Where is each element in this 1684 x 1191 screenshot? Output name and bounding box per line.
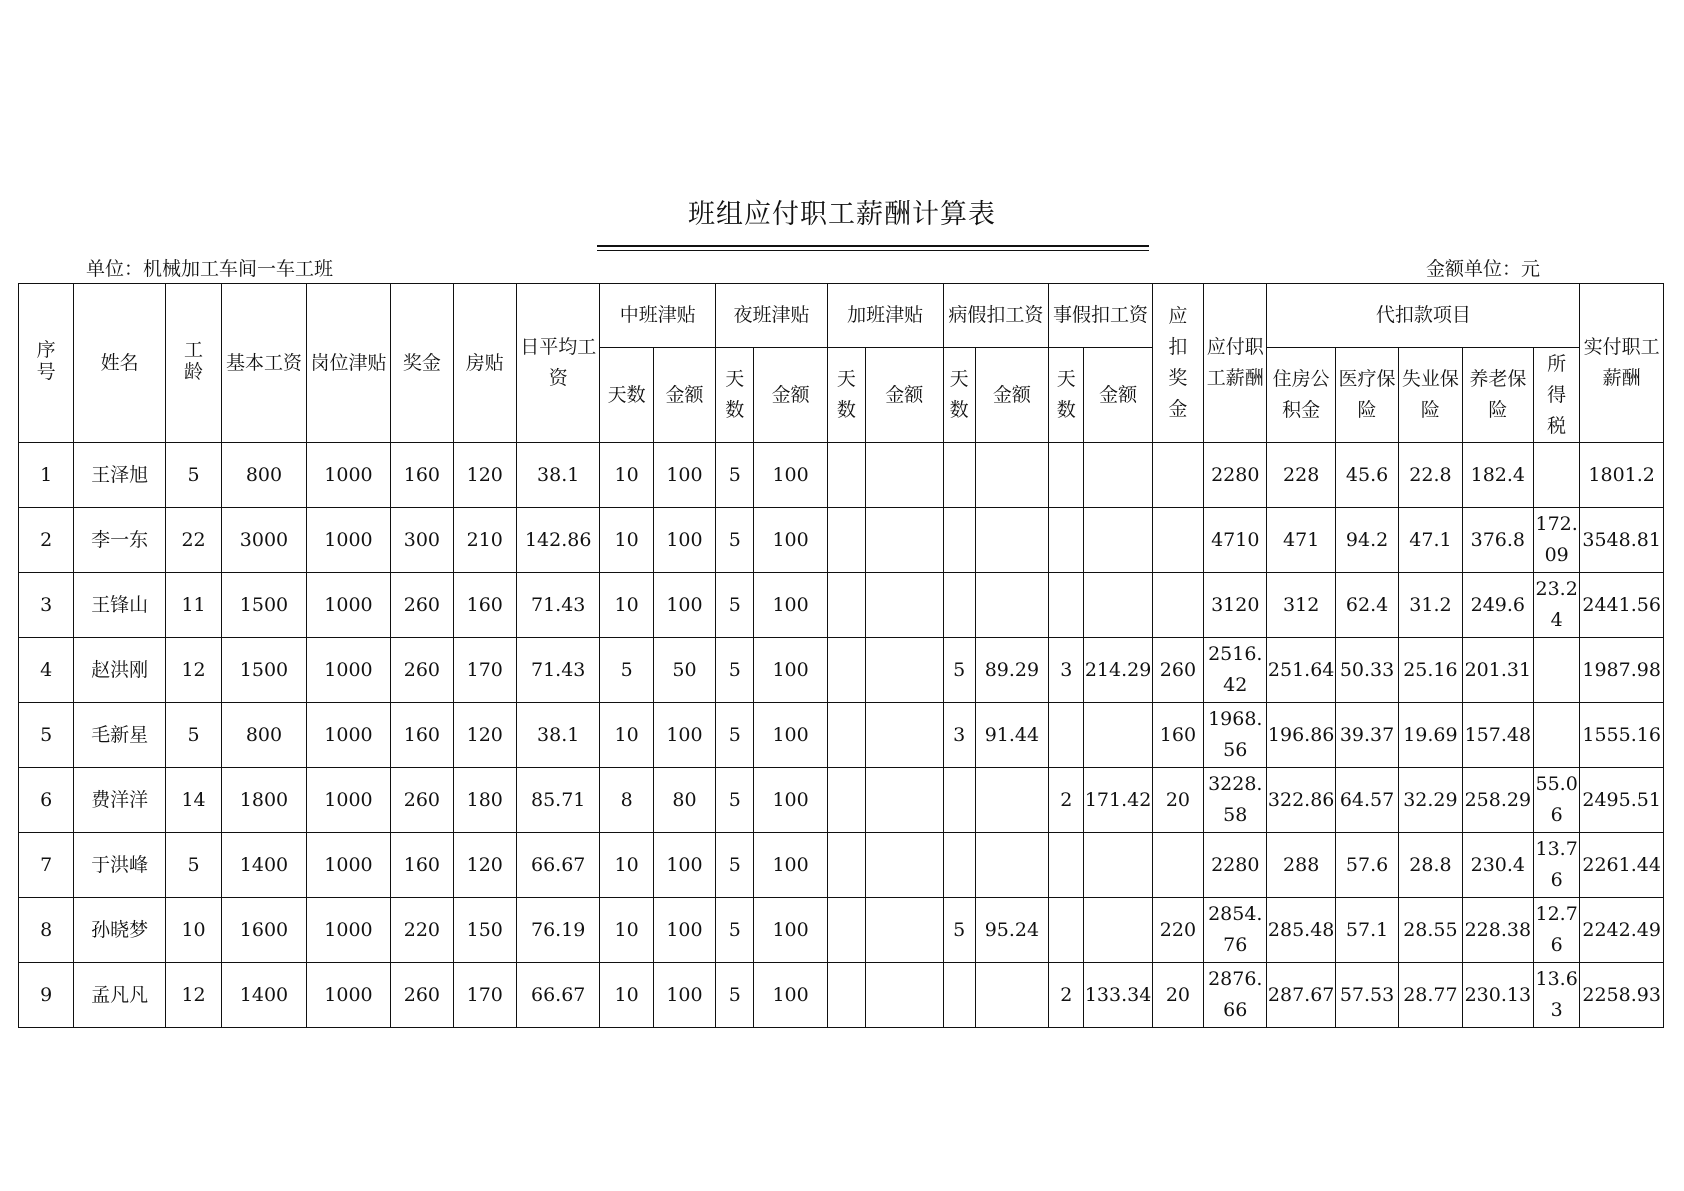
seq-cell: 1 [19,443,74,508]
sick-days-cell: 5 [943,898,975,963]
seq-cell: 3 [19,573,74,638]
table-row [19,573,1664,638]
payable-cell: 2516.42 [1204,638,1267,703]
daily-avg-cell: 76.19 [516,898,600,963]
daily-avg-cell: 66.67 [516,833,600,898]
pers-days-cell [1049,573,1084,638]
ot-amount-cell [866,508,943,573]
bonus-deduct-cell: 20 [1152,963,1203,1028]
base-salary-cell: 1500 [222,638,307,703]
medical-cell: 50.33 [1335,638,1398,703]
daily-avg-cell: 71.43 [516,638,600,703]
housing-fund-cell: 322.86 [1267,768,1335,833]
night-days-cell: 5 [716,443,754,508]
post-allowance-cell: 1000 [306,573,391,638]
header-name: 姓名 [74,284,166,443]
medical-cell: 57.6 [1335,833,1398,898]
pers-amount-cell [1084,508,1152,573]
unemployment-cell: 28.55 [1399,898,1462,963]
night-amount-cell: 100 [754,833,827,898]
pension-cell: 249.6 [1462,573,1533,638]
pension-cell: 182.4 [1462,443,1533,508]
housing-fund-cell: 287.67 [1267,963,1335,1028]
medical-cell: 94.2 [1335,508,1398,573]
header-payable: 应付职工薪酬 [1204,284,1267,443]
income-tax-cell: 23.24 [1534,573,1580,638]
ot-days-cell [827,963,865,1028]
ot-days-cell [827,573,865,638]
unemployment-cell: 28.77 [1399,963,1462,1028]
sick-amount-cell [975,833,1048,898]
payable-cell: 1968.56 [1204,703,1267,768]
seq-cell: 2 [19,508,74,573]
table-row [19,638,1664,703]
seniority-cell: 5 [165,443,221,508]
net-pay-cell: 1987.98 [1580,638,1664,703]
net-pay-cell: 1555.16 [1580,703,1664,768]
pension-cell: 376.8 [1462,508,1533,573]
bonus-cell: 260 [391,768,453,833]
housing-subsidy-cell: 180 [453,768,516,833]
header-post-allowance: 岗位津贴 [306,284,391,443]
base-salary-cell: 800 [222,703,307,768]
post-allowance-cell: 1000 [306,703,391,768]
daily-avg-cell: 38.1 [516,443,600,508]
mid-amount-cell: 100 [653,703,715,768]
medical-cell: 62.4 [1335,573,1398,638]
header-income-tax: 所得税 [1534,348,1580,443]
ot-days-cell [827,768,865,833]
currency-unit-label: 金额单位：元 [1426,258,1541,280]
header-pers-amount: 金额 [1084,348,1152,443]
name-cell: 费洋洋 [74,768,166,833]
post-allowance-cell: 1000 [306,833,391,898]
payable-cell: 3120 [1204,573,1267,638]
bonus-deduct-cell [1152,573,1203,638]
income-tax-cell: 13.76 [1534,833,1580,898]
daily-avg-cell: 85.71 [516,768,600,833]
housing-subsidy-cell: 120 [453,833,516,898]
ot-days-cell [827,833,865,898]
ot-days-cell [827,898,865,963]
title-underline-thick [597,245,1149,247]
seniority-cell: 12 [165,963,221,1028]
mid-days-cell: 10 [600,573,653,638]
income-tax-cell [1534,703,1580,768]
net-pay-cell: 1801.2 [1580,443,1664,508]
seq-cell: 5 [19,703,74,768]
seq-cell: 4 [19,638,74,703]
ot-amount-cell [866,703,943,768]
payable-cell: 2280 [1204,443,1267,508]
bonus-deduct-cell: 220 [1152,898,1203,963]
pers-days-cell [1049,703,1084,768]
pers-amount-cell [1084,898,1152,963]
sick-days-cell [943,833,975,898]
mid-days-cell: 10 [600,898,653,963]
seniority-cell: 12 [165,638,221,703]
header-night-days: 天数 [716,348,754,443]
header-bonus: 奖金 [391,284,453,443]
sick-days-cell: 3 [943,703,975,768]
name-cell: 王泽旭 [74,443,166,508]
table-row [19,898,1664,963]
header-housing-subsidy: 房贴 [453,284,516,443]
pers-amount-cell: 133.34 [1084,963,1152,1028]
seq-cell: 9 [19,963,74,1028]
net-pay-cell: 2441.56 [1580,573,1664,638]
sick-days-cell: 5 [943,638,975,703]
sick-amount-cell: 95.24 [975,898,1048,963]
medical-cell: 57.1 [1335,898,1398,963]
base-salary-cell: 1500 [222,573,307,638]
unit-label: 单位：机械加工车间一车工班 [86,258,334,280]
bonus-cell: 160 [391,833,453,898]
ot-amount-cell [866,833,943,898]
page-title: 班组应付职工薪酬计算表 [688,199,996,230]
header-base-salary: 基本工资 [222,284,307,443]
mid-amount-cell: 100 [653,573,715,638]
housing-subsidy-cell: 210 [453,508,516,573]
payable-cell: 2854.76 [1204,898,1267,963]
bonus-deduct-cell [1152,508,1203,573]
base-salary-cell: 1800 [222,768,307,833]
pension-cell: 258.29 [1462,768,1533,833]
pers-days-cell: 3 [1049,638,1084,703]
pension-cell: 157.48 [1462,703,1533,768]
pension-cell: 228.38 [1462,898,1533,963]
bonus-cell: 260 [391,963,453,1028]
pers-days-cell [1049,508,1084,573]
ot-amount-cell [866,638,943,703]
pers-amount-cell [1084,833,1152,898]
mid-days-cell: 10 [600,833,653,898]
unemployment-cell: 22.8 [1399,443,1462,508]
pers-amount-cell: 171.42 [1084,768,1152,833]
night-days-cell: 5 [716,963,754,1028]
net-pay-cell: 2242.49 [1580,898,1664,963]
night-days-cell: 5 [716,703,754,768]
seniority-cell: 14 [165,768,221,833]
header-net-pay: 实付职工薪酬 [1580,284,1664,443]
header-pers-days: 天数 [1049,348,1084,443]
name-cell: 于洪峰 [74,833,166,898]
post-allowance-cell: 1000 [306,638,391,703]
net-pay-cell: 3548.81 [1580,508,1664,573]
ot-amount-cell [866,963,943,1028]
table-row [19,508,1664,573]
seniority-cell: 10 [165,898,221,963]
income-tax-cell [1534,443,1580,508]
pers-days-cell: 2 [1049,963,1084,1028]
header-housing-fund: 住房公积金 [1267,348,1335,443]
mid-days-cell: 10 [600,963,653,1028]
seq-cell: 6 [19,768,74,833]
income-tax-cell [1534,638,1580,703]
sick-days-cell [943,443,975,508]
daily-avg-cell: 71.43 [516,573,600,638]
bonus-deduct-cell: 160 [1152,703,1203,768]
sick-amount-cell: 91.44 [975,703,1048,768]
table-row [19,443,1664,508]
mid-amount-cell: 100 [653,833,715,898]
night-amount-cell: 100 [754,768,827,833]
housing-fund-cell: 251.64 [1267,638,1335,703]
night-days-cell: 5 [716,768,754,833]
post-allowance-cell: 1000 [306,508,391,573]
night-amount-cell: 100 [754,508,827,573]
table-row [19,703,1664,768]
mid-days-cell: 8 [600,768,653,833]
pers-amount-cell: 214.29 [1084,638,1152,703]
pension-cell: 201.31 [1462,638,1533,703]
sick-amount-cell [975,963,1048,1028]
medical-cell: 64.57 [1335,768,1398,833]
income-tax-cell: 55.06 [1534,768,1580,833]
bonus-cell: 300 [391,508,453,573]
header-bonus-deduct: 应扣奖金 [1152,284,1203,443]
pers-days-cell: 2 [1049,768,1084,833]
seniority-cell: 22 [165,508,221,573]
header-sick-days: 天数 [943,348,975,443]
unemployment-cell: 19.69 [1399,703,1462,768]
medical-cell: 39.37 [1335,703,1398,768]
header-row-1 [19,284,1664,348]
pers-days-cell [1049,443,1084,508]
header-withholding: 代扣款项目 [1267,284,1580,348]
header-medical: 医疗保险 [1335,348,1398,443]
name-cell: 孟凡凡 [74,963,166,1028]
header-pension: 养老保险 [1462,348,1533,443]
net-pay-cell: 2261.44 [1580,833,1664,898]
title-underline-thin [597,250,1149,251]
name-cell: 孙晓梦 [74,898,166,963]
housing-subsidy-cell: 120 [453,703,516,768]
header-mid-amount: 金额 [653,348,715,443]
pension-cell: 230.4 [1462,833,1533,898]
payroll-table [18,283,1664,1028]
mid-days-cell: 10 [600,703,653,768]
night-amount-cell: 100 [754,573,827,638]
night-amount-cell: 100 [754,703,827,768]
header-ot-days: 天数 [827,348,865,443]
payable-cell: 3228.58 [1204,768,1267,833]
sick-days-cell [943,508,975,573]
pers-amount-cell [1084,573,1152,638]
ot-days-cell [827,443,865,508]
ot-days-cell [827,508,865,573]
night-amount-cell: 100 [754,898,827,963]
housing-subsidy-cell: 160 [453,573,516,638]
header-mid-days: 天数 [600,348,653,443]
mid-amount-cell: 100 [653,963,715,1028]
post-allowance-cell: 1000 [306,898,391,963]
base-salary-cell: 1600 [222,898,307,963]
ot-days-cell [827,703,865,768]
medical-cell: 57.53 [1335,963,1398,1028]
table-row [19,768,1664,833]
mid-amount-cell: 80 [653,768,715,833]
post-allowance-cell: 1000 [306,443,391,508]
name-cell: 毛新星 [74,703,166,768]
table-row [19,963,1664,1028]
housing-fund-cell: 228 [1267,443,1335,508]
bonus-deduct-cell [1152,833,1203,898]
sick-amount-cell [975,443,1048,508]
header-overtime: 加班津贴 [827,284,943,348]
name-cell: 赵洪刚 [74,638,166,703]
mid-days-cell: 10 [600,508,653,573]
pers-days-cell [1049,833,1084,898]
seq-cell: 7 [19,833,74,898]
housing-subsidy-cell: 120 [453,443,516,508]
sick-amount-cell [975,573,1048,638]
housing-fund-cell: 288 [1267,833,1335,898]
header-mid-shift: 中班津贴 [600,284,716,348]
payable-cell: 2280 [1204,833,1267,898]
ot-amount-cell [866,768,943,833]
header-seniority: 工龄 [165,284,221,443]
sick-amount-cell [975,508,1048,573]
housing-fund-cell: 285.48 [1267,898,1335,963]
seq-cell: 8 [19,898,74,963]
sick-amount-cell [975,768,1048,833]
mid-days-cell: 10 [600,443,653,508]
income-tax-cell: 172.09 [1534,508,1580,573]
sick-days-cell [943,963,975,1028]
night-amount-cell: 100 [754,638,827,703]
housing-subsidy-cell: 170 [453,638,516,703]
header-personal-leave: 事假扣工资 [1049,284,1153,348]
mid-amount-cell: 100 [653,898,715,963]
base-salary-cell: 800 [222,443,307,508]
table-row [19,833,1664,898]
daily-avg-cell: 66.67 [516,963,600,1028]
housing-fund-cell: 312 [1267,573,1335,638]
name-cell: 王锋山 [74,573,166,638]
income-tax-cell: 13.63 [1534,963,1580,1028]
payable-cell: 4710 [1204,508,1267,573]
daily-avg-cell: 38.1 [516,703,600,768]
seniority-cell: 5 [165,703,221,768]
mid-days-cell: 5 [600,638,653,703]
header-night-amount: 金额 [754,348,827,443]
pension-cell: 230.13 [1462,963,1533,1028]
unemployment-cell: 47.1 [1399,508,1462,573]
ot-amount-cell [866,898,943,963]
bonus-cell: 260 [391,638,453,703]
sick-amount-cell: 89.29 [975,638,1048,703]
bonus-deduct-cell [1152,443,1203,508]
ot-amount-cell [866,573,943,638]
seniority-cell: 5 [165,833,221,898]
night-days-cell: 5 [716,573,754,638]
bonus-deduct-cell: 20 [1152,768,1203,833]
base-salary-cell: 3000 [222,508,307,573]
daily-avg-cell: 142.86 [516,508,600,573]
mid-amount-cell: 100 [653,508,715,573]
pers-days-cell [1049,898,1084,963]
seniority-cell: 11 [165,573,221,638]
ot-days-cell [827,638,865,703]
header-unemployment: 失业保险 [1399,348,1462,443]
night-amount-cell: 100 [754,963,827,1028]
mid-amount-cell: 50 [653,638,715,703]
pers-amount-cell [1084,443,1152,508]
net-pay-cell: 2495.51 [1580,768,1664,833]
base-salary-cell: 1400 [222,963,307,1028]
housing-subsidy-cell: 170 [453,963,516,1028]
night-days-cell: 5 [716,833,754,898]
night-days-cell: 5 [716,638,754,703]
header-daily-avg: 日平均工资 [516,284,600,443]
name-cell: 李一东 [74,508,166,573]
mid-amount-cell: 100 [653,443,715,508]
bonus-cell: 260 [391,573,453,638]
bonus-cell: 160 [391,703,453,768]
header-seq: 序号 [19,284,74,443]
net-pay-cell: 2258.93 [1580,963,1664,1028]
night-amount-cell: 100 [754,443,827,508]
header-ot-amount: 金额 [866,348,943,443]
unemployment-cell: 28.8 [1399,833,1462,898]
ot-amount-cell [866,443,943,508]
bonus-deduct-cell: 260 [1152,638,1203,703]
header-night-shift: 夜班津贴 [716,284,828,348]
table-body [19,443,1664,1028]
post-allowance-cell: 1000 [306,768,391,833]
pers-amount-cell [1084,703,1152,768]
night-days-cell: 5 [716,898,754,963]
unemployment-cell: 31.2 [1399,573,1462,638]
income-tax-cell: 12.76 [1534,898,1580,963]
medical-cell: 45.6 [1335,443,1398,508]
unemployment-cell: 32.29 [1399,768,1462,833]
housing-subsidy-cell: 150 [453,898,516,963]
header-sick-leave: 病假扣工资 [943,284,1049,348]
post-allowance-cell: 1000 [306,963,391,1028]
bonus-cell: 220 [391,898,453,963]
base-salary-cell: 1400 [222,833,307,898]
payable-cell: 2876.66 [1204,963,1267,1028]
sick-days-cell [943,768,975,833]
sick-days-cell [943,573,975,638]
night-days-cell: 5 [716,508,754,573]
header-sick-amount: 金额 [975,348,1048,443]
housing-fund-cell: 471 [1267,508,1335,573]
unemployment-cell: 25.16 [1399,638,1462,703]
bonus-cell: 160 [391,443,453,508]
housing-fund-cell: 196.86 [1267,703,1335,768]
